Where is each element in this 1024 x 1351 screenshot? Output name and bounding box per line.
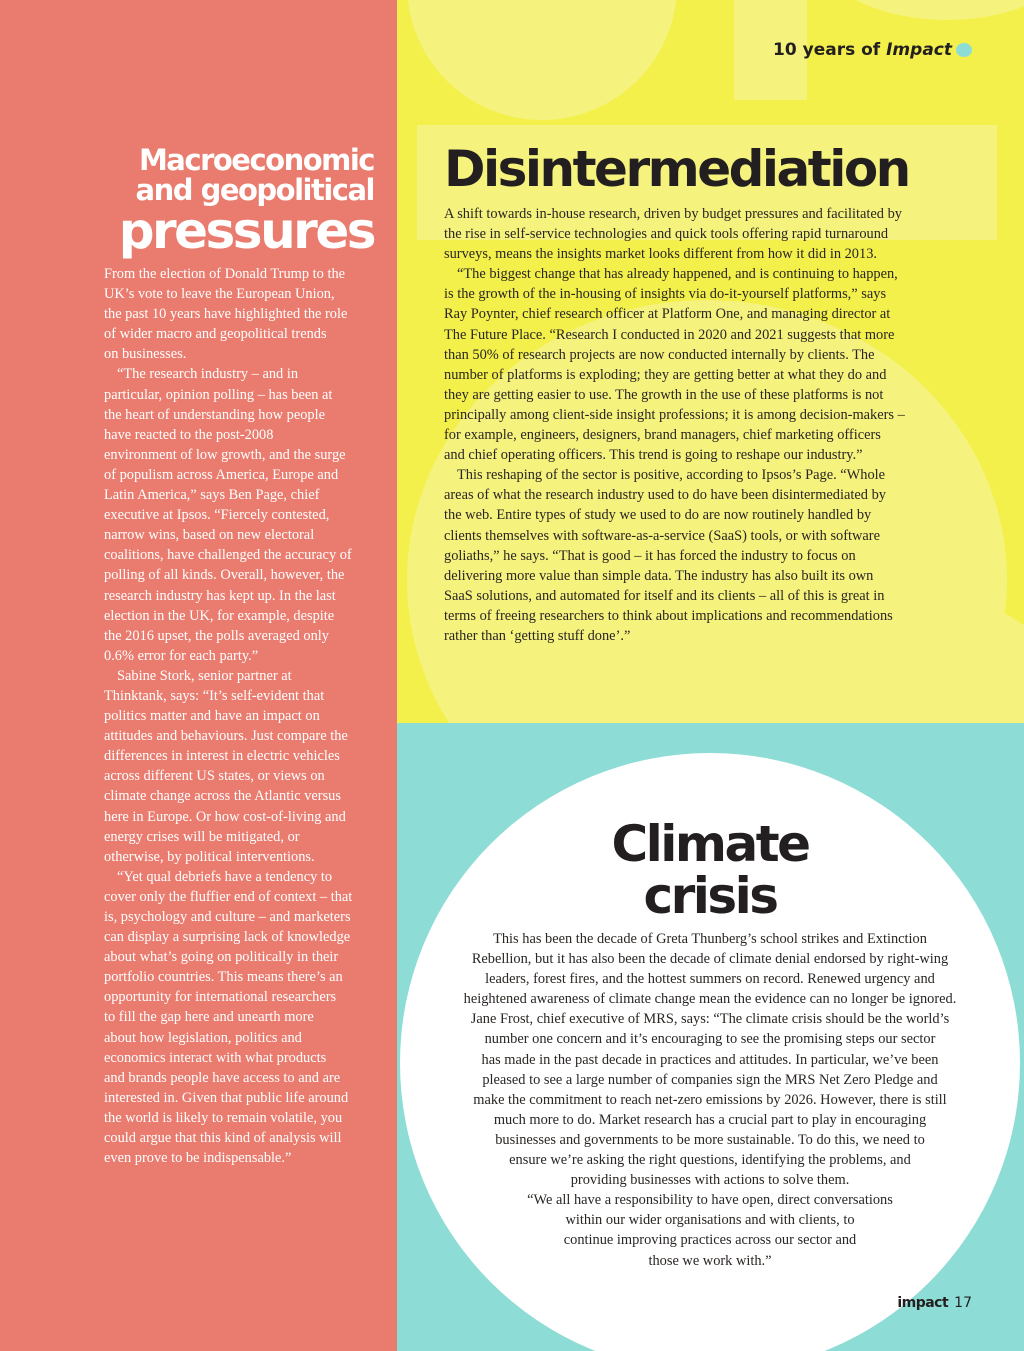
text-line: SaaS solutions, and automated for itself and its clients – all of this is great in <box>444 587 885 604</box>
text-line: From the election of Donald Trump to the <box>104 266 346 282</box>
text-line: clients themselves with software-as-a-service (SaaS) tools, or with software <box>444 527 880 544</box>
text-line: polling of all kinds. Overall, however, the <box>104 567 345 584</box>
text-line: to fill the gap here and unearth more <box>104 1009 314 1026</box>
text-line: Latin America,” says Ben Page, chief <box>104 487 320 504</box>
text-line: principally among client-side insight professions; it is among decision-makers – <box>444 406 905 423</box>
climate-body <box>440 929 980 1271</box>
text-line: delivering more value than simple data. The industry has also built its own <box>444 567 874 584</box>
text-line: of wider macro and geopolitical trends <box>104 326 327 343</box>
text-line: pleased to see a large number of companies sign the MRS Net Zero Pledge and <box>482 1071 938 1088</box>
text-line: otherwise, by political interventions. <box>104 848 315 865</box>
text-line: “We all have a responsibility to have open, direct conversations <box>527 1192 893 1209</box>
text-line: Thinktank, says: “It’s self-evident that <box>104 687 325 704</box>
text-line: providing businesses with actions to solve them. <box>570 1172 850 1189</box>
text-line: interested in. Given that public life around <box>104 1089 349 1106</box>
text-line: energy crises will be mitigated, or <box>104 828 300 845</box>
kicker-italic: Impact <box>886 40 952 60</box>
page-footer <box>897 1295 972 1311</box>
kicker-dot-icon <box>956 43 972 57</box>
text-line: “The research industry – and in <box>117 366 299 383</box>
heading-line: crisis <box>643 867 777 925</box>
text-line: the world is likely to remain volatile, you <box>104 1109 343 1126</box>
text-line: research industry has kept up. In the last <box>104 587 336 604</box>
disintermediation-heading: Disintermediation <box>444 140 909 198</box>
text-line: about how legislation, politics and <box>104 1029 302 1046</box>
text-line: Ray Poynter, chief research officer at Platform One, and managing director at <box>444 306 891 323</box>
text-line: surveys, means the insights market looks different from how it did in 2013. <box>444 246 877 263</box>
text-line: portfolio countries. This means there’s an <box>104 969 343 986</box>
heading-line: Climate <box>611 815 809 873</box>
heading-line: Macroeconomic <box>138 143 374 177</box>
kicker-prefix: 10 years of <box>773 40 887 60</box>
text-line: Sabine Stork, senior partner at <box>117 667 292 684</box>
brand-logo: impact <box>897 1295 949 1311</box>
text-line: businesses and governments to be more sustainable. To do this, we need to <box>495 1131 925 1148</box>
text-line: the web. Entire types of study we used to do are now routinely handled by <box>444 507 872 524</box>
text-line: and brands people have access to and are <box>104 1069 341 1086</box>
text-line: is, psychology and culture – and marketers <box>104 909 351 925</box>
text-line: the heart of understanding how people <box>104 406 325 423</box>
text-line: across different US states, or views on <box>104 768 325 785</box>
text-line: rather than ‘getting stuff done’.” <box>444 627 631 644</box>
text-line: Rebellion, but it has also been the decade of climate denial endorsed by right-wing <box>471 951 949 968</box>
heading-line: pressures <box>118 202 374 260</box>
text-line: leaders, forest fires, and the hottest summers on record. Renewed urgency and <box>485 971 935 988</box>
text-line: they are getting easier to use. The growth in the use of these platforms is not <box>444 386 884 403</box>
text-line: coalitions, have challenged the accuracy of <box>104 547 352 564</box>
text-line: the past 10 years have highlighted the role <box>104 306 348 323</box>
text-line: The Future Place. “Research I conducted in 2020 and 2021 suggests that more <box>444 326 895 343</box>
text-line: ensure we’re asking the right questions, identifying the problems, and <box>509 1152 911 1169</box>
text-line: even prove to be indispensable.” <box>104 1150 292 1167</box>
text-line: is the growth of the in-housing of insights via do-it-yourself platforms,” says <box>444 286 887 303</box>
text-line: cover only the fluffier end of context – that <box>104 888 353 905</box>
text-line: differences in interest in electric vehicles <box>104 748 340 765</box>
text-line: number of platforms is exploding; they are getting better at what they do and <box>444 366 887 383</box>
heading-line: and geopolitical <box>135 173 374 207</box>
text-line: attitudes and behaviours. Just compare the <box>104 728 348 745</box>
left-heading <box>104 143 374 260</box>
page-number: 17 <box>954 1295 972 1311</box>
text-line: election in the UK, for example, despite <box>104 607 335 624</box>
text-line: “The biggest change that has already happened, and is continuing to happen, <box>457 266 898 283</box>
text-line: number one concern and it’s encouraging to see the promising steps our sector <box>484 1031 936 1048</box>
text-line: politics matter and have an impact on <box>104 708 320 725</box>
text-line: This has been the decade of Greta Thunberg’s school strikes and Extinction <box>493 931 927 947</box>
text-line: heightened awareness of climate change mean the evidence can no longer be ignored. <box>463 991 957 1008</box>
text-line: opportunity for international researchers <box>104 989 337 1006</box>
text-line: climate change across the Atlantic versus <box>104 788 341 805</box>
text-line: of populism across America, Europe and <box>104 466 339 483</box>
text-line: UK’s vote to leave the European Union, <box>104 286 335 303</box>
text-line: the rise in self-service technologies and quick tools offering rapid turnaround <box>444 226 889 243</box>
text-line: and chief operating officers. This trend is going to reshape our industry.” <box>444 447 863 464</box>
text-line: This reshaping of the sector is positive, according to Ipsos’s Page. “Whole <box>457 467 886 484</box>
text-line: can display a surprising lack of knowledge <box>104 929 351 946</box>
text-line: economics interact with what products <box>104 1049 327 1066</box>
text-line: on businesses. <box>104 346 187 363</box>
text-line: goliaths,” he says. “That is good – it has forced the industry to focus on <box>444 547 856 564</box>
text-line: narrow wins, based on new electoral <box>104 527 315 544</box>
text-line: has made in the past decade in practices and attitudes. In particular, we’ve been <box>481 1051 939 1068</box>
decorative-shape <box>407 0 677 120</box>
text-line: make the commitment to reach net-zero emissions by 2026. However, there is still <box>473 1091 947 1108</box>
climate-heading <box>560 815 860 925</box>
text-line: Jane Frost, chief executive of MRS, says: “The climate crisis should be the world’s <box>470 1011 950 1028</box>
text-line: than 50% of research projects are now conducted internally by clients. The <box>444 346 875 363</box>
text-line: continue improving practices across our sector and <box>563 1232 857 1249</box>
left-article-body <box>104 264 352 1168</box>
text-line: about what’s going on politically in their <box>104 949 339 966</box>
text-line: much more to do. Market research has a crucial part to play in encouraging <box>493 1111 927 1128</box>
text-line: terms of freeing researchers to think about implications and recommendations <box>444 607 893 624</box>
decorative-shape <box>817 0 1024 20</box>
text-line: areas of what the research industry used to do have been disintermediated by <box>444 487 886 504</box>
section-kicker <box>773 40 952 60</box>
text-line: A shift towards in-house research, driven by budget pressures and facilitated by <box>444 206 902 222</box>
disintermediation-body <box>444 204 905 646</box>
text-line: here in Europe. Or how cost-of-living and <box>104 808 346 825</box>
text-line: the 2016 upset, the polls averaged only <box>104 627 330 644</box>
text-line: 0.6% error for each party.” <box>104 647 259 664</box>
text-line: could argue that this kind of analysis will <box>104 1130 342 1147</box>
text-line: particular, opinion polling – has been at <box>104 386 333 403</box>
text-line: executive at Ipsos. “Fiercely contested, <box>104 507 330 524</box>
text-line: within our wider organisations and with clients, to <box>565 1212 855 1229</box>
text-line: those we work with.” <box>648 1252 772 1269</box>
text-line: for example, engineers, designers, brand managers, chief marketing officers <box>444 427 881 444</box>
text-line: “Yet qual debriefs have a tendency to <box>117 868 333 885</box>
text-line: have reacted to the post-2008 <box>104 426 274 443</box>
text-line: environment of low growth, and the surge <box>104 446 346 463</box>
